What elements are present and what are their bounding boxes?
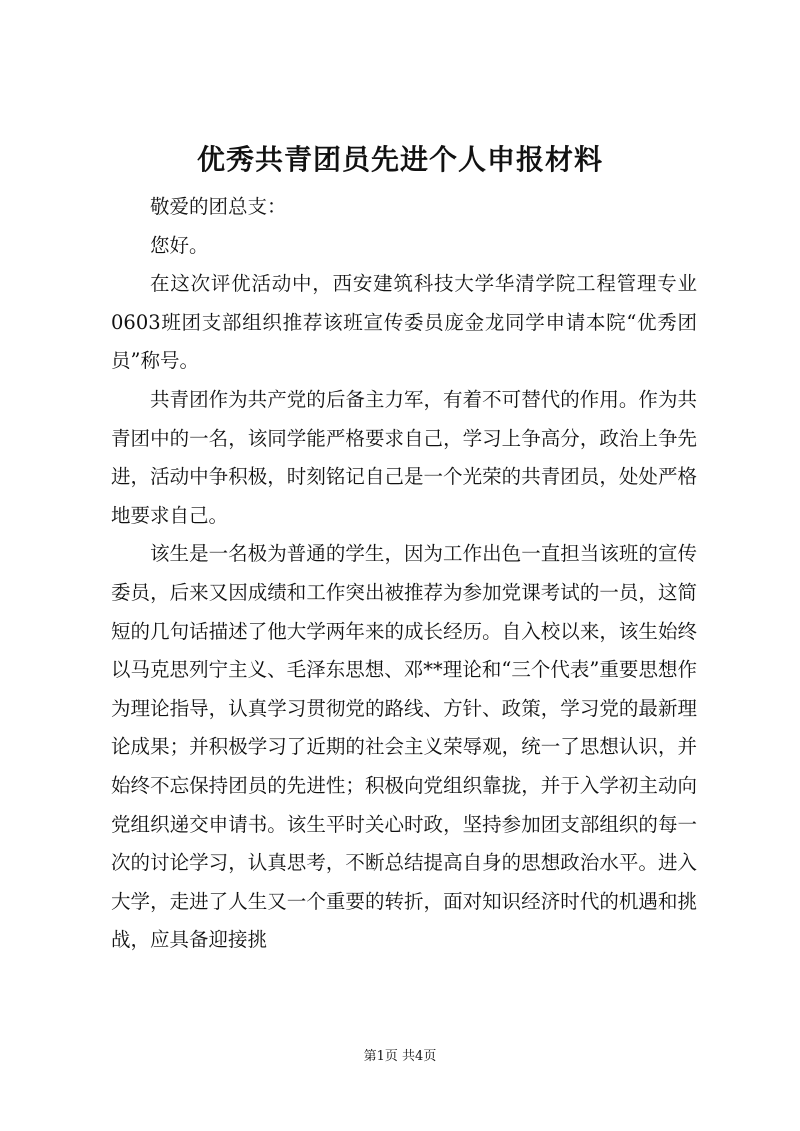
page-footer: 第1页 共4页: [363, 1049, 437, 1064]
paragraph-nomination: 在这次评优活动中，西安建筑科技大学华清学院工程管理专业0603班团支部组织推荐该班宣传委员庞金龙同学申请本院“优秀团员”称号。: [111, 272, 697, 373]
document-body: [111, 188, 697, 960]
salutation: 敬爱的团总支：: [150, 195, 287, 218]
paragraph-league-role: 共青团作为共产党的后备主力军，有着不可替代的作用。作为共青团中的一名，该同学能严格要求自己，学习上争高分，政治上争先进，活动中争积极，时刻铭记自己是一个光荣的共青团员，处处严格地要求自己。: [111, 387, 697, 527]
document-title: 优秀共青团员先进个人申报材料: [196, 143, 603, 176]
paragraph-student-profile: 该生是一名极为普通的学生，因为工作出色一直担当该班的宣传委员，后来又因成绩和工作突出被推荐为参加党课考试的一员，这简短的几句话描述了他大学两年来的成长经历。自入校以来，该生始终以马克思列宁主义、毛泽东思想、邓**理论和“三个代表”重要思想作为理论指导，认真学习贯彻党的路线、方针、政策，学习党的最新理论成果；并积极学习了近期的社会主义荣辱观，统一了思想认识，并始终不忘保持团员的先进性；积极向党组织靠拢，并于入学初主动向党组织递交申请书。该生平时关心时政，坚持参加团支部组织的每一次的讨论学习，认真思考，不断总结提高自身的思想政治水平。进入大学，走进了人生又一个重要的转折，面对知识经济时代的机遇和挑战，应具备迎接挑: [111, 542, 697, 952]
greeting: 您好。: [150, 233, 209, 257]
